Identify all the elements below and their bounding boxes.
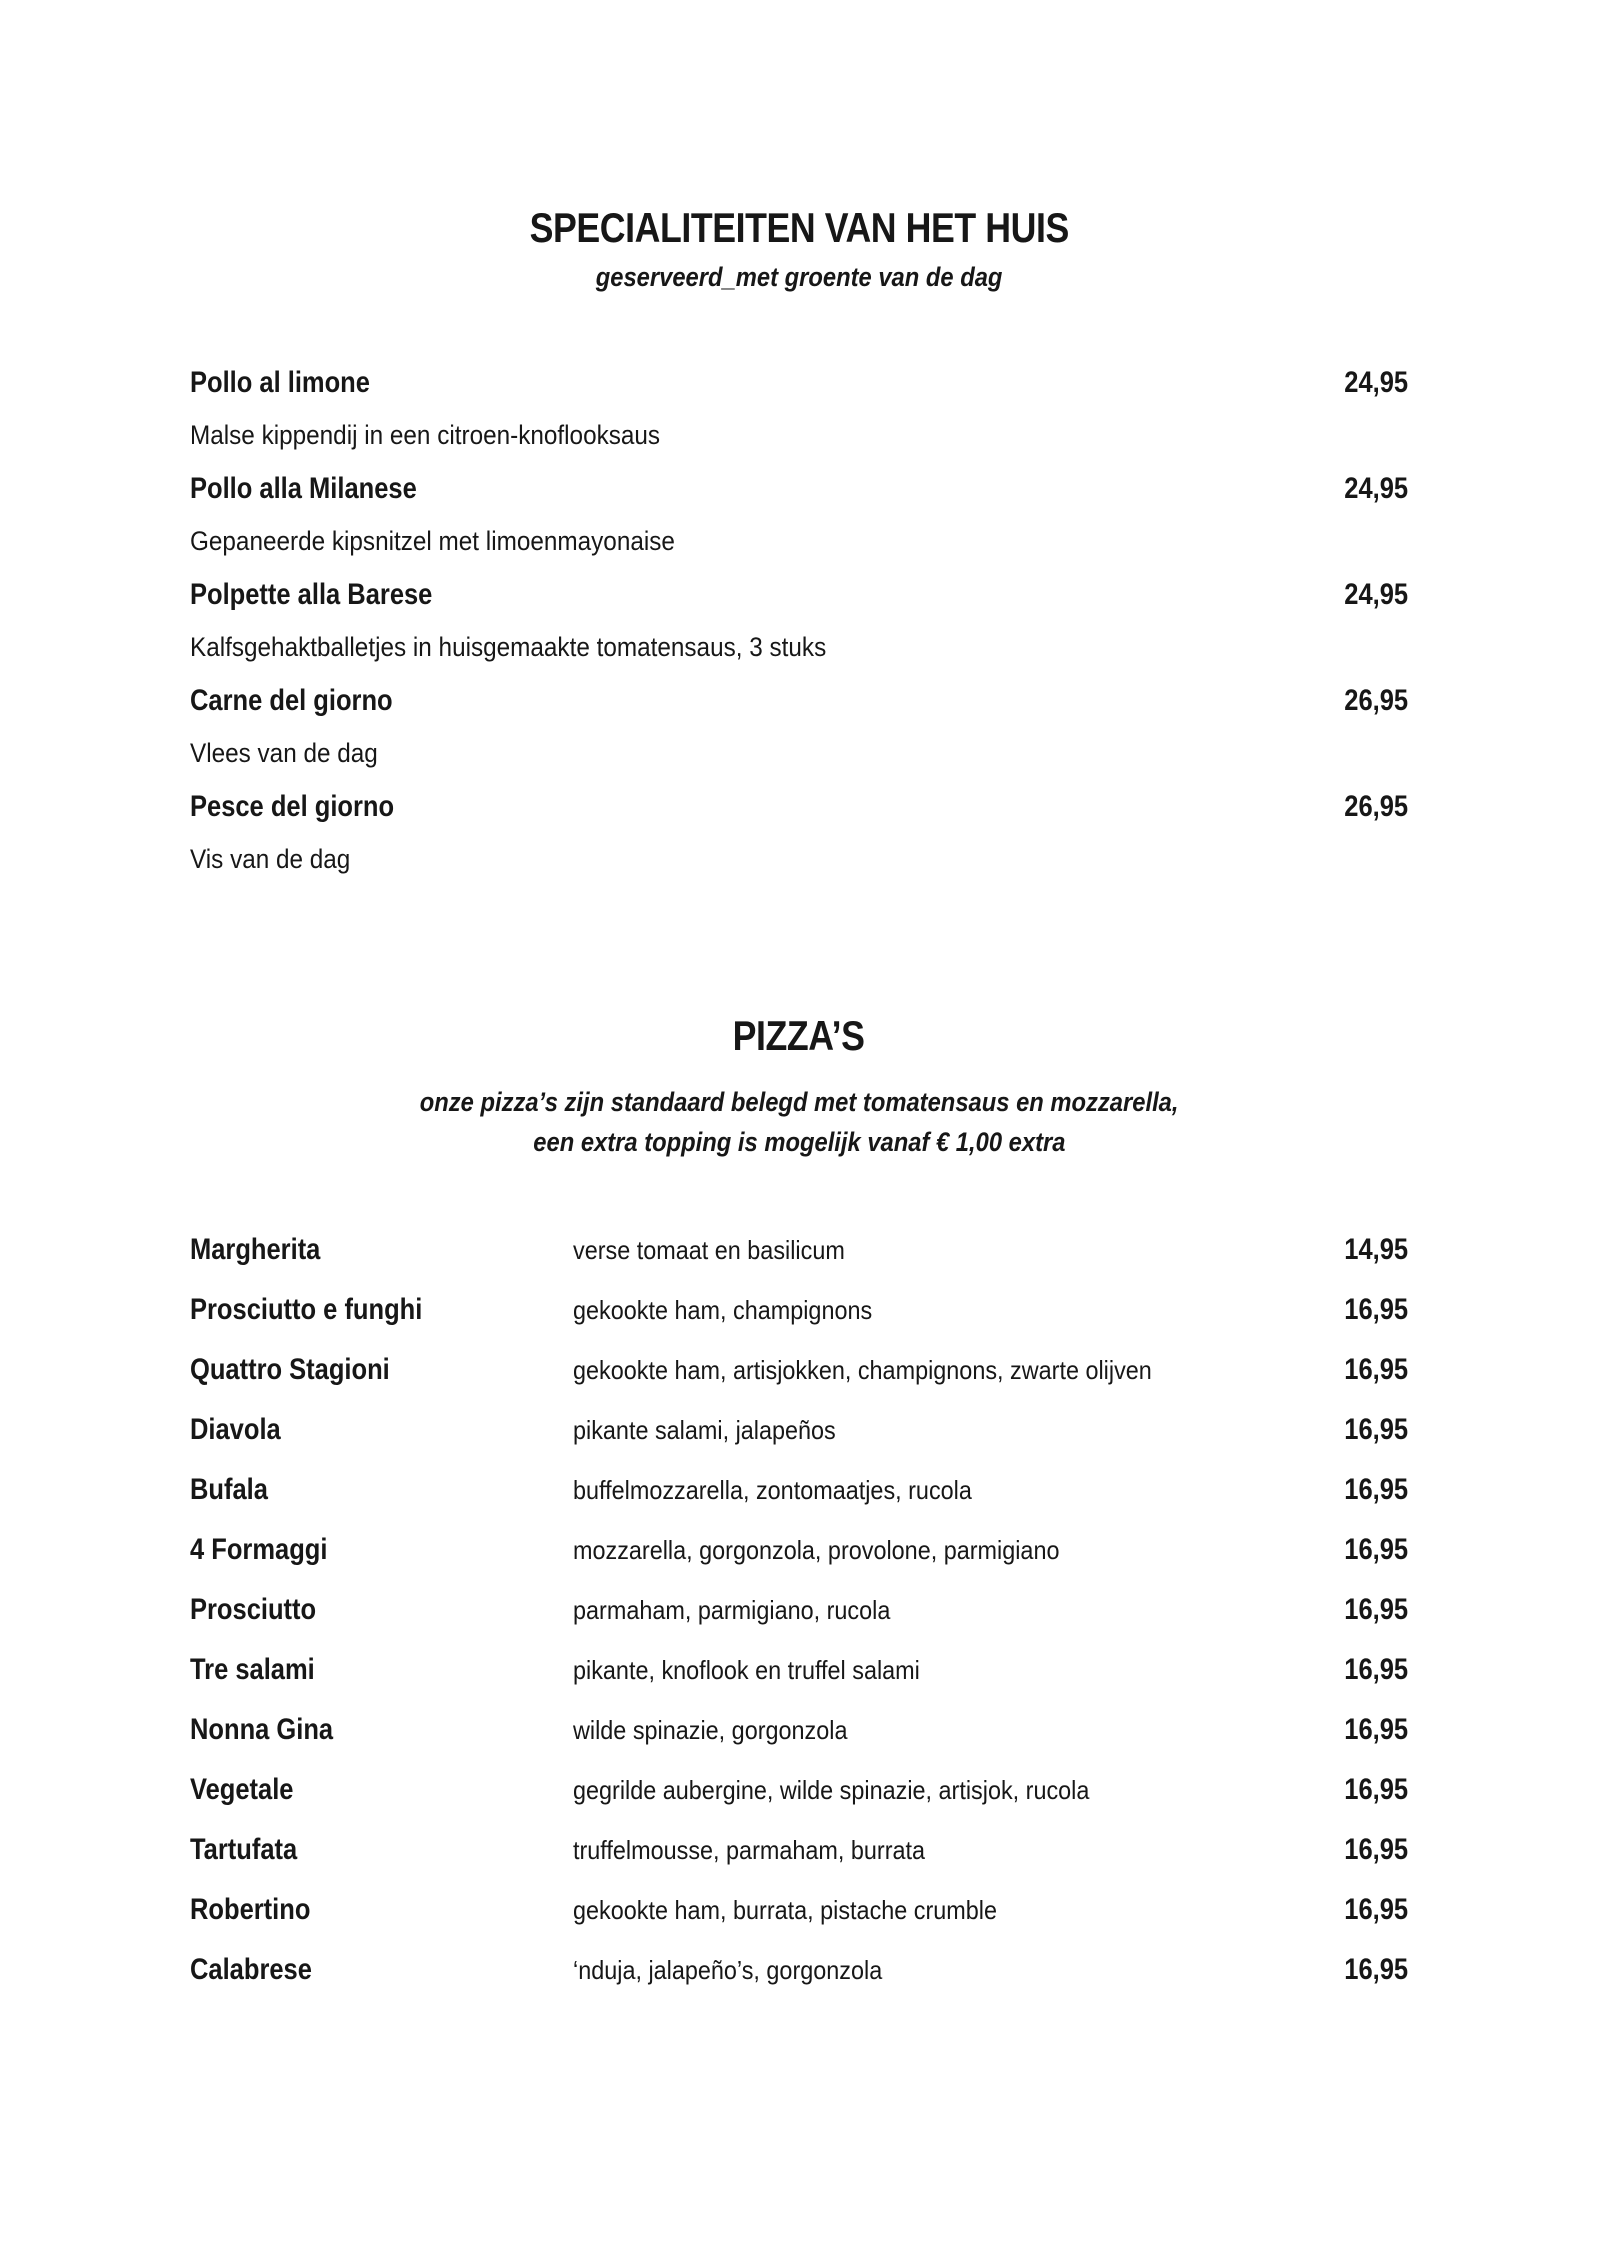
subtitle-line [190,1122,1408,1162]
item-price-cell [1238,1700,1408,1760]
item-name-cell [190,1760,573,1820]
item-name: Calabrese [190,1953,312,1986]
pizzas-section [190,1014,1408,2000]
menu-item-row [190,1460,1408,1520]
item-description: wilde spinazie, gorgonzola [573,1715,848,1745]
item-price: 24,95 [1344,366,1408,399]
item-price: 16,95 [1344,1773,1408,1806]
item-description-row [190,409,1408,462]
menu-item-row [190,674,1408,727]
menu-item-row [190,1580,1408,1640]
menu-item-row [190,1340,1408,1400]
item-description: pikante, knoflook en truffel salami [573,1655,920,1685]
menu-item [190,674,1408,780]
item-description-cell [573,1520,1238,1580]
item-price: 16,95 [1344,1473,1408,1506]
item-price-cell [1238,1940,1408,2000]
item-description: gegrilde aubergine, wilde spinazie, artisjok, rucola [573,1775,1090,1805]
item-description-cell [573,1460,1238,1520]
subtitle-line [190,1082,1408,1122]
pizzas-section-subtitle [190,1082,1408,1162]
item-price: 16,95 [1344,1833,1408,1866]
item-description: Vis van de dag [190,844,351,874]
item-description-cell [573,1640,1238,1700]
menu-item-row [190,568,1408,621]
item-description: parmaham, parmigiano, rucola [573,1595,891,1625]
menu-item-row [190,1760,1408,1820]
item-name: Prosciutto [190,1593,317,1626]
item-description: gekookte ham, artisjokken, champignons, zwarte olijven [573,1355,1152,1385]
item-price-cell [1238,1520,1408,1580]
item-price: 14,95 [1344,1233,1408,1266]
item-name: Pollo al limone [190,366,370,399]
menu-item [190,780,1408,886]
item-description: Malse kippendij in een citroen-knoflooksaus [190,420,661,450]
menu-item-row [190,1700,1408,1760]
item-name-cell [190,1400,573,1460]
menu-item-row [190,1520,1408,1580]
item-description: buffelmozzarella, zontomaatjes, rucola [573,1475,972,1505]
item-description-cell [573,1940,1238,2000]
item-price-cell [1238,1580,1408,1640]
item-name: Prosciutto e funghi [190,1293,423,1326]
item-name-cell [190,1580,573,1640]
item-description: mozzarella, gorgonzola, provolone, parmigiano [573,1535,1060,1565]
item-price-cell [1238,1400,1408,1460]
item-name-cell [190,1940,573,2000]
item-price: 16,95 [1344,1533,1408,1566]
item-price: 16,95 [1344,1293,1408,1326]
menu-item-row [190,1640,1408,1700]
item-name-cell [190,1460,573,1520]
item-description-cell [573,1340,1238,1400]
specialties-section-subtitle [190,260,1408,294]
item-name-cell [190,1700,573,1760]
item-name-cell [190,1820,573,1880]
section-subtitle-text: geserveerd_met groente van de dag [595,262,1003,292]
item-name: Carne del giorno [190,684,393,717]
item-price-cell [1238,1340,1408,1400]
item-price-cell [1238,1820,1408,1880]
item-name-cell [190,1220,573,1280]
menu-item-row [190,1880,1408,1940]
item-price-cell [1238,1880,1408,1940]
item-description-cell [573,1880,1238,1940]
specialties-section-title [190,0,1408,250]
item-description-cell [573,1400,1238,1460]
item-description: ‘nduja, jalapeño’s, gorgonzola [573,1955,883,1985]
item-price: 16,95 [1344,1353,1408,1386]
item-price-cell [1238,1460,1408,1520]
item-name: Diavola [190,1413,281,1446]
item-description: Gepaneerde kipsnitzel met limoenmayonaise [190,526,675,556]
specialties-section [190,0,1408,886]
item-description-row [190,621,1408,674]
menu-item-row [190,1820,1408,1880]
item-name: Tartufata [190,1833,298,1866]
menu-item [190,568,1408,674]
item-name: Quattro Stagioni [190,1353,390,1386]
menu-item-row [190,1280,1408,1340]
item-price-cell [1238,1640,1408,1700]
item-description-cell [573,1700,1238,1760]
item-description-cell [573,1220,1238,1280]
item-description: verse tomaat en basilicum [573,1235,845,1265]
section-subtitle-text: onze pizza’s zijn standaard belegd met tomatensaus en mozzarella, [419,1087,1179,1117]
pizzas-section-title [190,1014,1408,1058]
item-description: pikante salami, jalapeños [573,1415,836,1445]
menu-item-row [190,1220,1408,1280]
item-name-cell [190,1640,573,1700]
item-price-cell [1238,1760,1408,1820]
item-price: 16,95 [1344,1653,1408,1686]
section-title-text: SPECIALITEITEN VAN HET HUIS [529,204,1069,251]
item-description: Vlees van de dag [190,738,378,768]
item-name-cell [190,1520,573,1580]
item-name: Tre salami [190,1653,315,1686]
item-price: 24,95 [1344,472,1408,505]
item-name: Bufala [190,1473,268,1506]
item-price-cell [1238,1280,1408,1340]
item-description: gekookte ham, burrata, pistache crumble [573,1895,998,1925]
section-title-text: PIZZA’S [733,1012,865,1059]
item-price: 26,95 [1344,790,1408,823]
item-name-cell [190,1880,573,1940]
menu-item [190,356,1408,462]
item-name: Vegetale [190,1773,294,1806]
item-price: 16,95 [1344,1893,1408,1926]
item-description-cell [573,1580,1238,1640]
item-price-cell [1238,1220,1408,1280]
menu-item-row [190,1400,1408,1460]
item-name-cell [190,1280,573,1340]
item-description-cell [573,1820,1238,1880]
item-name: Robertino [190,1893,311,1926]
item-description-cell [573,1760,1238,1820]
item-price: 16,95 [1344,1413,1408,1446]
item-name: Margherita [190,1233,321,1266]
item-price: 24,95 [1344,578,1408,611]
item-description: truffelmousse, parmaham, burrata [573,1835,926,1865]
item-name: Nonna Gina [190,1713,334,1746]
menu-item-row [190,462,1408,515]
item-price: 16,95 [1344,1953,1408,1986]
item-name-cell [190,1340,573,1400]
item-name: Pesce del giorno [190,790,395,823]
menu-item-row [190,356,1408,409]
section-subtitle-text: een extra topping is mogelijk vanaf € 1,00 extra [532,1127,1066,1157]
item-price: 26,95 [1344,684,1408,717]
item-description: gekookte ham, champignons [573,1295,873,1325]
item-description-cell [573,1280,1238,1340]
item-description-row [190,833,1408,886]
item-price: 16,95 [1344,1593,1408,1626]
pizzas-item-list [190,1220,1408,2000]
item-name: Pollo alla Milanese [190,472,417,505]
item-description-row [190,727,1408,780]
menu-item-row [190,780,1408,833]
menu-item [190,462,1408,568]
item-name: Polpette alla Barese [190,578,433,611]
item-name: 4 Formaggi [190,1533,328,1566]
item-description: Kalfsgehaktballetjes in huisgemaakte tomatensaus, 3 stuks [190,632,827,662]
menu-item-row [190,1940,1408,2000]
item-description-row [190,515,1408,568]
specialties-item-list [190,356,1408,886]
item-price: 16,95 [1344,1713,1408,1746]
